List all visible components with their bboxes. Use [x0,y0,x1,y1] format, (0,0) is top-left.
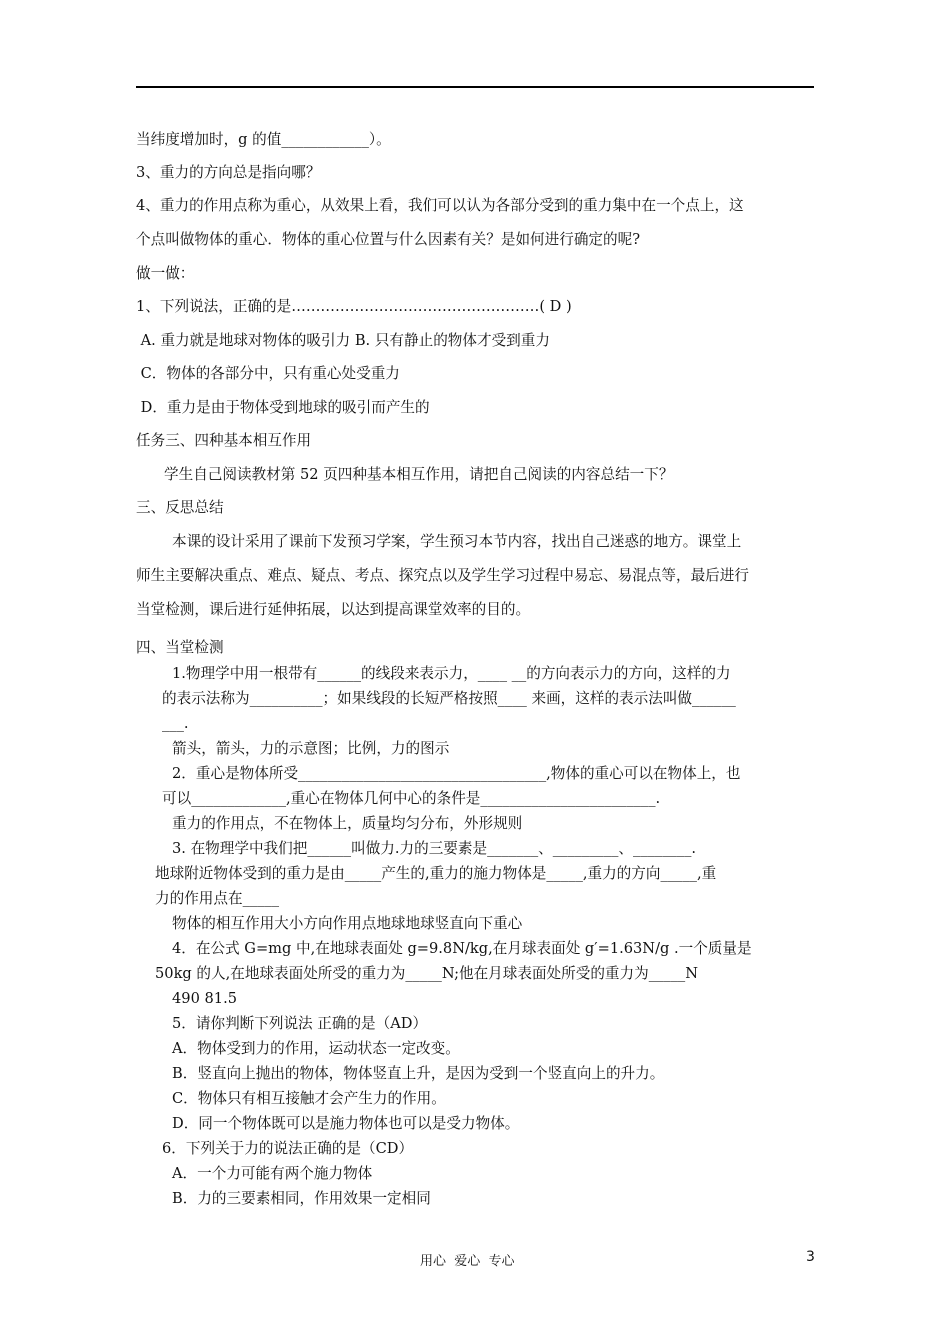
line-26: 力的作用点在_____ [155,890,280,907]
line-30: 490 81.5 [172,990,237,1007]
line-25: 地球附近物体受到的重力是由_____产生的,重力的施力物体是_____,重力的方向_____,重 [155,865,717,882]
line-13: 本课的设计采用了课前下发预习学案，学生预习本节内容，找出自己迷惑的地方。课堂上 [172,533,742,550]
line-38: B．力的三要素相同，作用效果一定相同 [172,1190,431,1207]
line-21: 2．重心是物体所受__________________________________,物体的重心可以在物体上，也 [172,765,741,782]
line-12: 三、反思总结 [136,499,224,516]
line-36: 6．下列关于力的说法正确的是（CD） [162,1140,414,1157]
line-16: 四、当堂检测 [136,639,224,656]
line-34: C．物体只有相互接触才会产生力的作用。 [172,1090,446,1107]
line-14: 师生主要解决重点、难点、疑点、考点、探究点以及学生学习过程中易忘、易混点等，最后进行 [136,567,749,584]
line-5: 做一做： [136,265,195,282]
line-27: 物体的相互作用大小方向作用点地球地球竖直向下重心 [172,915,523,932]
line-24: 3. 在物理学中我们把______叫做力.力的三要素是_______、_________、________. [172,840,697,857]
line-32: A．物体受到力的作用，运动状态一定改变。 [172,1040,460,1057]
line-4: 个点叫做物体的重心．物体的重心位置与什么因素有关？是如何进行确定的呢? [136,231,641,248]
line-18: 的表示法称为__________；如果线段的长短严格按照____ 来画，这样的表示法叫做______ [162,690,736,707]
line-9: D．重力是由于物体受到地球的吸引而产生的 [136,399,430,416]
line-29: 50kg 的人,在地球表面处所受的重力为_____N;他在月球表面处所受的重力为_____N [155,965,698,982]
line-20: 箭头，箭头，力的示意图；比例，力的图示 [172,740,450,757]
line-2: 3、重力的方向总是指向哪？ [136,164,321,181]
line-22: 可以_____________,重心在物体几何中心的条件是________________________. [162,790,661,807]
page-footer: 用心 爱心 专心 [420,1254,515,1269]
line-33: B．竖直向上抛出的物体，物体竖直上升，是因为受到一个竖直向上的升力。 [172,1065,665,1082]
line-11: 学生自己阅读教材第 52 页四种基本相互作用，请把自己阅读的内容总结一下？ [164,466,674,483]
line-28: 4．在公式 G=mg 中,在地球表面处 g=9.8N/kg,在月球表面处 g′=1.63N/g .一个质量是 [172,940,752,957]
line-19: ___. [162,715,189,732]
line-10: 任务三、四种基本相互作用 [136,432,312,449]
line-31: 5．请你判断下列说法 正确的是（AD） [172,1015,428,1032]
line-17: 1.物理学中用一根带有______的线段来表示力，____ __的方向表示力的方向，这样的力 [172,665,731,682]
line-7: A. 重力就是地球对物体的吸引力 B. 只有静止的物体才受到重力 [136,332,550,349]
line-6: 1、下列说法，正确的是……………………………………………( D ) [136,298,572,315]
line-3: 4、重力的作用点称为重心，从效果上看，我们可以认为各部分受到的重力集中在一个点上，这 [136,197,744,214]
line-15: 当堂检测，课后进行延伸拓展，以达到提高课堂效率的目的。 [136,601,531,618]
header-rule [136,86,814,88]
line-37: A．一个力可能有两个施力物体 [172,1165,373,1182]
line-8: C．物体的各部分中，只有重心处受重力 [136,365,400,382]
line-23: 重力的作用点，不在物体上，质量均匀分布，外形规则 [172,815,523,832]
line-35: D．同一个物体既可以是施力物体也可以是受力物体。 [172,1115,520,1132]
line-1: 当纬度增加时，g 的值____________）。 [136,131,391,148]
page-number: 3 [806,1249,815,1265]
